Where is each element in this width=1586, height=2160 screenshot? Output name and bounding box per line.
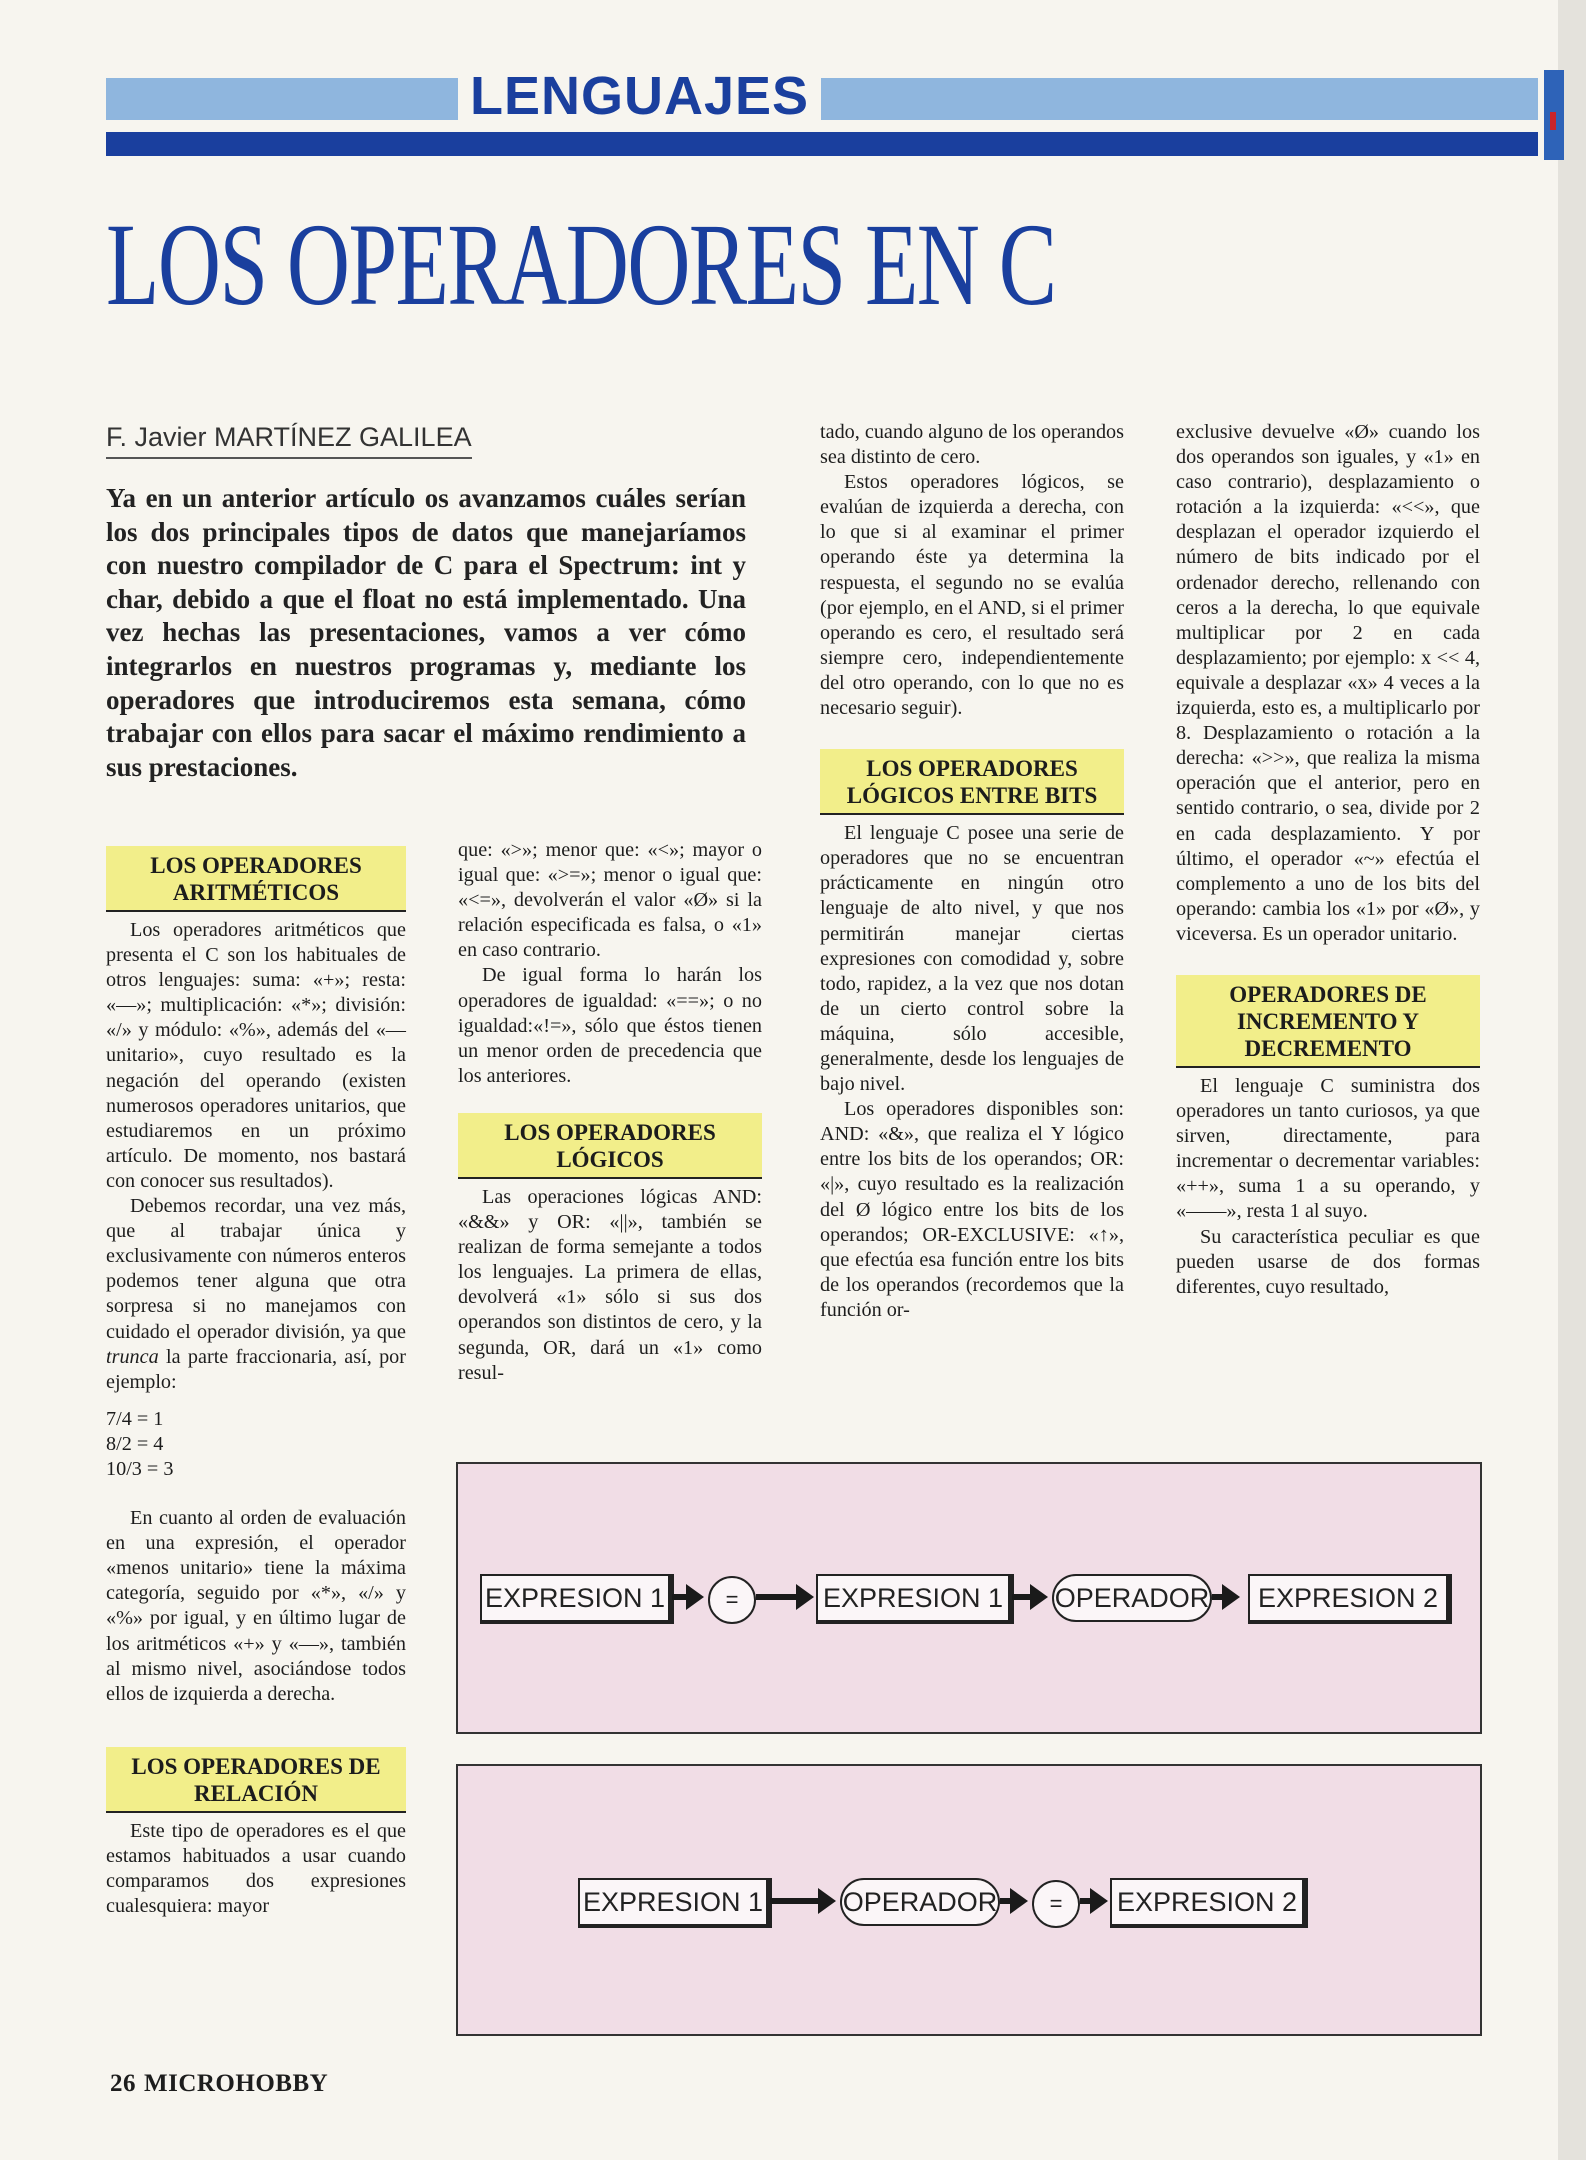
diagram-box-expresion-1: EXPRESION 1 [816, 1574, 1014, 1624]
paragraph: El lenguaje C suministra dos operadores un tanto curiosos, ya que sirven, directamente, para incrementar o decrementar variables: «++», suma 1 a su operando, y «——», resta 1 al suyo. [1176, 1074, 1480, 1223]
diagram-pill-operador: OPERADOR [1052, 1574, 1212, 1622]
diagram-box-expresion-2: EXPRESION 2 [1248, 1574, 1452, 1624]
emphasis: trunca [106, 1345, 159, 1368]
example-equation: 7/4 = 1 [106, 1407, 164, 1430]
diagram-arrow [770, 1898, 820, 1904]
paragraph: Las operaciones lógicas AND: «&&» y OR: «||», también se realizan de forma semejante a todos los lenguajes. La primera de ellas, devolverá «1» sólo si sus dos operandos son distintos de cero, y la segunda, OR, dará un «1» como resul- [458, 1185, 762, 1384]
diagram-equals-circle: = [708, 1576, 756, 1624]
heading-relacion: LOS OPERADORES DE RELACIÓN [106, 1747, 406, 1813]
paragraph: que: «>»; menor que: «<»; mayor o igual que: «>=»; menor o igual que: «<=», devolverán el valor «Ø» si la relación especificada es falsa, o «1» en caso contrario. [458, 839, 762, 962]
paragraph: tado, cuando alguno de los operandos sea distinto de cero. [820, 421, 1124, 469]
paragraph: Estos operadores lógicos, se evalúan de izquierda a derecha, con lo que si al examinar el primer operando éste ya determina la respuesta, el segundo no se evalúa (por ejemplo, en el AND, si el primer operando es cero, el resultado será siempre cero, independientemente del otro operando, con lo que no es necesario seguir). [820, 471, 1124, 720]
paragraph: De igual forma lo harán los operadores de igualdad: «==»; o no igualdad:«!=», sólo que éstos tienen un menor orden de precedencia que los anteriores. [458, 964, 762, 1087]
paragraph: exclusive devuelve «Ø» cuando los dos operandos son iguales, y «1» en caso contrario), desplazamiento o rotación a la izquierda: «<<», que desplazan el operador izquierdo el número de bits indicado por el ordenador derecho, rellenando con ceros a la derecha, lo que equivale multiplicar por 2 en cada desplazamiento; por ejemplo: x << 4, equivale a desplazar «x» 4 veces a la izquierda, esto es, a multiplicarlo por 8. Desplazamiento o rotación a la derecha: «>>», que realiza la misma operación que el anterior, pero en sentido contrario, o sea, divide por 2 en cada desplazamiento. Y por último, el operador «~» efectúa el complemento a uno de los bits del operando: cambia los «1» por «Ø», y viceversa. Es un operador unitario. [1176, 421, 1480, 945]
diagram-1 [456, 1462, 1482, 1734]
paragraph: Este tipo de operadores es el que estamos habituados a usar cuando comparamos dos expresiones cualesquiera: mayor [106, 1819, 406, 1918]
heading-logicos: LOS OPERADORES LÓGICOS [458, 1113, 762, 1179]
diagram-arrow [672, 1594, 688, 1600]
paragraph: En cuanto al orden de evaluación en una expresión, el operador «menos unitario» tiene la máxima categoría, seguido por «*», «/» y «%» por igual, y en último lugar de los aritméticos «+» y «—», también al mismo nivel, asociándose todos ellos de izquierda a derecha. [106, 1507, 406, 1705]
paragraph: Los operadores aritméticos que presenta el C son los habituales de otros lenguajes: suma: «+»; resta: «—»; multiplicación: «*»; división: «/» y módulo: «%», además del «—unitario», cuyo resultado es la negación del operando (existen numerosos operadores unitarios, que estudiaremos en un próximo artículo. De momento, nos bastará con conocer sus resultados). [106, 919, 406, 1192]
page-number: 26 [110, 2070, 136, 2097]
paragraph: Su característica peculiar es que pueden usarse de dos formas diferentes, cuyo resultado, [1176, 1225, 1480, 1298]
diagram-arrow [756, 1594, 798, 1600]
magazine-name: MICROHOBBY [144, 2070, 329, 2097]
column-1 [106, 846, 406, 1919]
diagram-2 [456, 1764, 1482, 2036]
article-title: LOS OPERADORES EN C [106, 199, 1056, 330]
diagram-equals-circle: = [1032, 1880, 1080, 1928]
page-edge-shadow [1558, 0, 1586, 2160]
section-label: LENGUAJES [458, 64, 821, 128]
diagram-arrow [1080, 1898, 1092, 1904]
diagram-pill-operador: OPERADOR [840, 1878, 1000, 1926]
article-intro: Ya en un anterior artículo os avanzamos cuáles serían los dos principales tipos de datos que manejaríamos con nuestro compilador de C para el Spectrum: int y char, debido a que el float no está implementado. Una vez hechas las presentaciones, vamos a ver cómo integrarlos en nuestros programas y, mediante los operadores que introduciremos esta semana, cómo trabajar con ellos para sacar el máximo rendimiento a sus prestaciones. [106, 483, 746, 782]
example-equation: 10/3 = 3 [106, 1457, 174, 1480]
paragraph: Debemos recordar, una vez más, que al trabajar única y exclusivamente con números enteros podemos tener alguna que otra sorpresa si no manejamos con cuidado el operador división, ya que trunca la parte fraccionaria, así, por ejemplo: [106, 1195, 406, 1393]
diagram-box-expresion-2: EXPRESION 2 [1110, 1878, 1308, 1928]
header-band-dark [106, 132, 1538, 156]
diagram-arrow [1012, 1594, 1032, 1600]
page-footer [110, 2070, 328, 2098]
column-2 [458, 838, 762, 1386]
article-author: F. Javier MARTÍNEZ GALILEA [106, 422, 472, 459]
heading-incremento: OPERADORES DE INCREMENTO Y DECREMENTO [1176, 975, 1480, 1068]
example-equation: 8/2 = 4 [106, 1432, 164, 1455]
diagram-box-expresion-1: EXPRESION 1 [578, 1878, 772, 1928]
column-4 [1176, 420, 1480, 1300]
paragraph: Los operadores disponibles son: AND: «&», que realiza el Y lógico entre los bits de los operandos; OR: «|», cuyo resultado es la realización del Ø lógico entre los bits de los operandos; OR-EXCLUSIVE: «↑», que efectúa esa función entre los bits de los operandos (recordemos que la función or- [820, 1098, 1124, 1321]
diagram-arrow [1212, 1594, 1224, 1600]
header-band-light [106, 78, 1538, 120]
diagram-box-expresion-1: EXPRESION 1 [480, 1574, 674, 1624]
header-edge-mark [1550, 112, 1556, 130]
paragraph: El lenguaje C posee una serie de operadores que no se encuentran prácticamente en ningún otro lenguaje de alto nivel, y que nos permitirán manejar ciertas expresiones con comodidad y, sobre todo, rapidez, a la vez que nos dotan de un cierto control sobre la máquina, sólo accesible, generalmente, desde los lenguajes de bajo nivel. [820, 822, 1124, 1096]
heading-aritmeticos: LOS OPERADORES ARITMÉTICOS [106, 846, 406, 912]
diagram-arrow [1000, 1898, 1012, 1904]
heading-bits: LOS OPERADORES LÓGICOS ENTRE BITS [820, 749, 1124, 815]
column-3 [820, 420, 1124, 1323]
